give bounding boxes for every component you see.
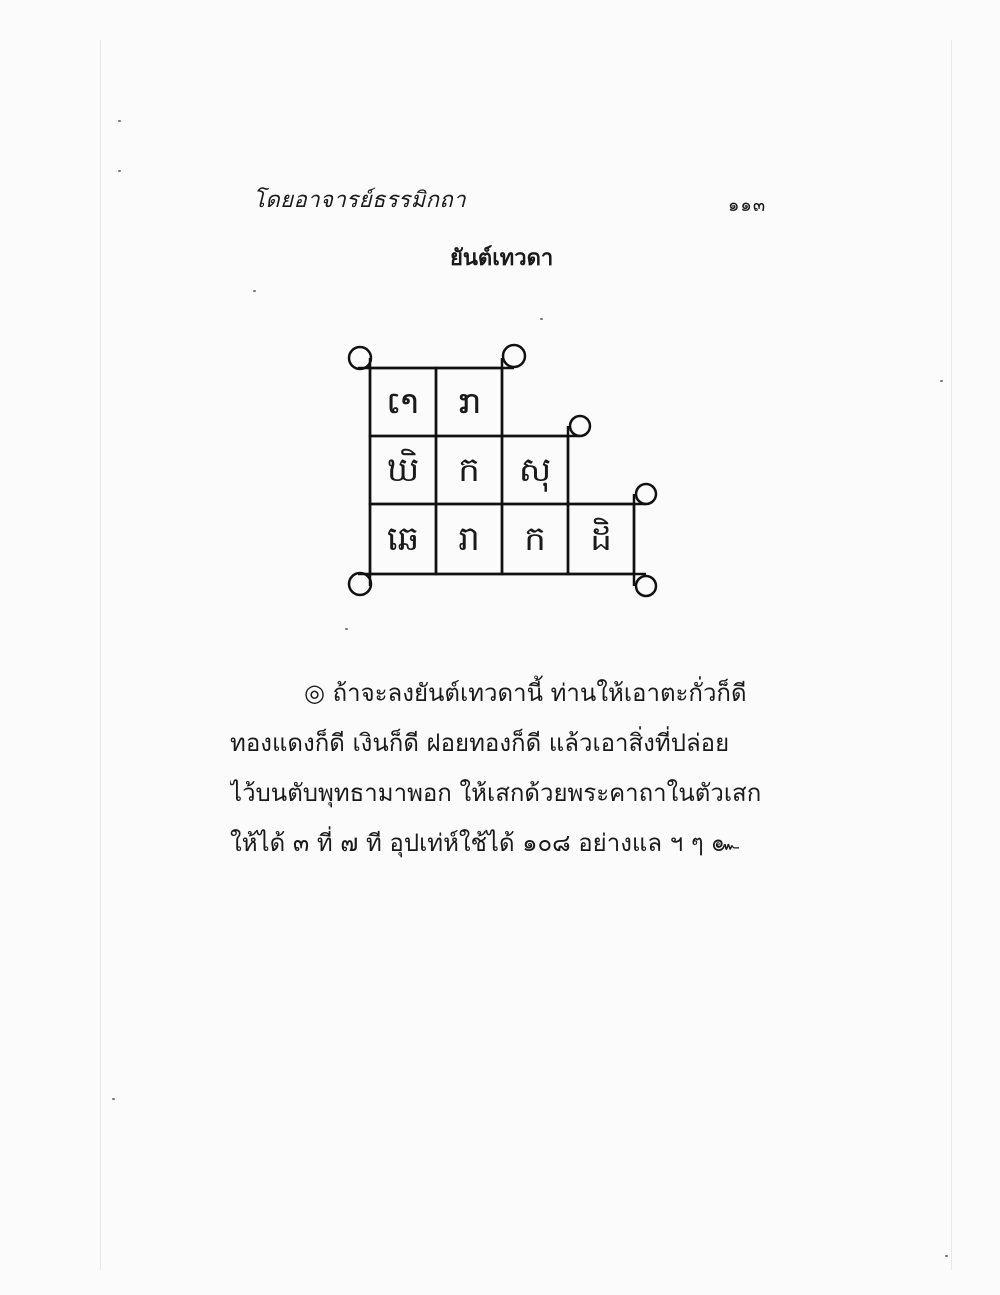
- page-number: ๑๑๓: [728, 195, 767, 216]
- scan-speck: [945, 1255, 948, 1257]
- yantra-cell: ឆេ: [386, 519, 420, 559]
- yantra-diagram: [330, 330, 670, 620]
- running-title: โดยอาจารย์ธรรมิกถา: [253, 188, 467, 213]
- yantra-cell: ឃិ: [386, 450, 420, 490]
- body-paragraph: [230, 668, 775, 868]
- yantra-cell: ក: [458, 450, 480, 490]
- yantra-cell: ກ: [457, 382, 481, 422]
- yantra-cell: ក: [524, 519, 546, 559]
- body-line: ให้ได้ ๓ ที่ ๗ ที อุปเท่ห์ใช้ได้ ๑๐๘ อย่างแล ฯ ๆ ๛: [230, 829, 740, 857]
- body-line: ไว้บนตับพุทธามาพอก ให้เสกด้วยพระคาถาในตัวเสก: [230, 779, 762, 807]
- scan-border: [100, 40, 952, 1270]
- scan-speck: [345, 628, 348, 630]
- yantra-cell: រា: [458, 519, 480, 559]
- yantra-cell: ដិ: [590, 519, 612, 559]
- scan-speck: [940, 380, 943, 382]
- scan-speck: [112, 1098, 115, 1100]
- scan-speck: [118, 170, 121, 172]
- yantra-cell: ເາ: [387, 382, 419, 422]
- scan-speck: [118, 120, 121, 122]
- yantra-title: ยันต์เทวดา: [450, 246, 554, 271]
- scan-speck: [540, 318, 543, 320]
- scan-speck: [253, 290, 256, 292]
- body-line: ทองแดงก็ดี เงินก็ดี ฝอยทองก็ดี แล้วเอาสิ่งที่ปล่อย: [230, 729, 730, 757]
- body-line: ◎ ถ้าจะลงยันต์เทวดานี้ ท่านให้เอาตะกั่วก็ดี: [304, 679, 747, 707]
- yantra-cell: សុ: [518, 450, 552, 490]
